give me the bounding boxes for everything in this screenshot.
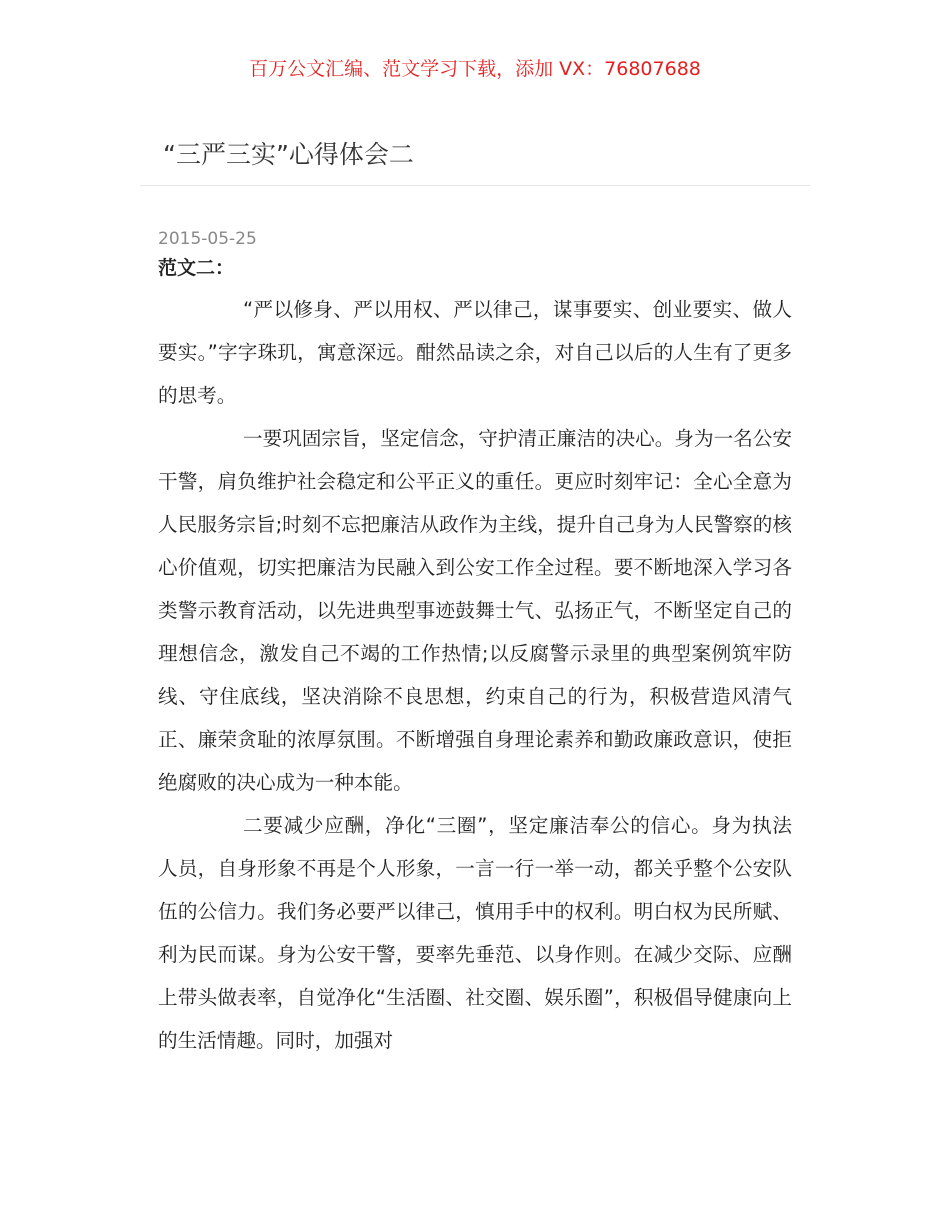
paragraph: 一要巩固宗旨，坚定信念，守护清正廉洁的决心。身为一名公安干警，肩负维护社会稳定和公平正义的重任。更应时刻牢记：全心全意为人民服务宗旨;时刻不忘把廉洁从政作为主线，提升自己身为人民警察的核心价值观，切实把廉洁为民融入到公安工作全过程。要不断地深入学习各类警示教育活动，以先进典型事迹鼓舞士气、弘扬正气，不断坚定自己的理想信念，激发自己不竭的工作热情;以反腐警示录里的典型案例筑牢防线、守住底线，坚决消除不良思想，约束自己的行为，积极营造风清气正、廉荣贪耻的浓厚氛围。不断增强自身理论素养和勤政廉政意识，使拒绝腐败的决心成为一种本能。 (158, 427, 792, 794)
page-title: “三严三实”心得体会二 (163, 140, 414, 169)
promo-banner: 百万公文汇编、范文学习下载，添加 VX：76807688 (249, 58, 701, 80)
article-body (158, 288, 792, 1062)
publish-date: 2015-05-25 (158, 229, 257, 249)
section-label: 范文二： (158, 257, 235, 279)
paragraph: “严以修身、严以用权、严以律己，谋事要实、创业要实、做人要实。”字字珠玑，寓意深远。酣然品读之余，对自己以后的人生有了更多的思考。 (158, 298, 792, 407)
paragraph: 二要减少应酬，净化“三圈”，坚定廉洁奉公的信心。身为执法人员，自身形象不再是个人形象，一言一行一举一动，都关乎整个公安队伍的公信力。我们务必要严以律己，慎用手中的权利。明白权为民所赋、利为民而谋。身为公安干警，要率先垂范、以身作则。在减少交际、应酬上带头做表率，自觉净化“生活圈、社交圈、娱乐圈”，积极倡导健康向上的生活情趣。同时，加强对 (158, 814, 792, 1052)
title-divider (140, 185, 810, 186)
